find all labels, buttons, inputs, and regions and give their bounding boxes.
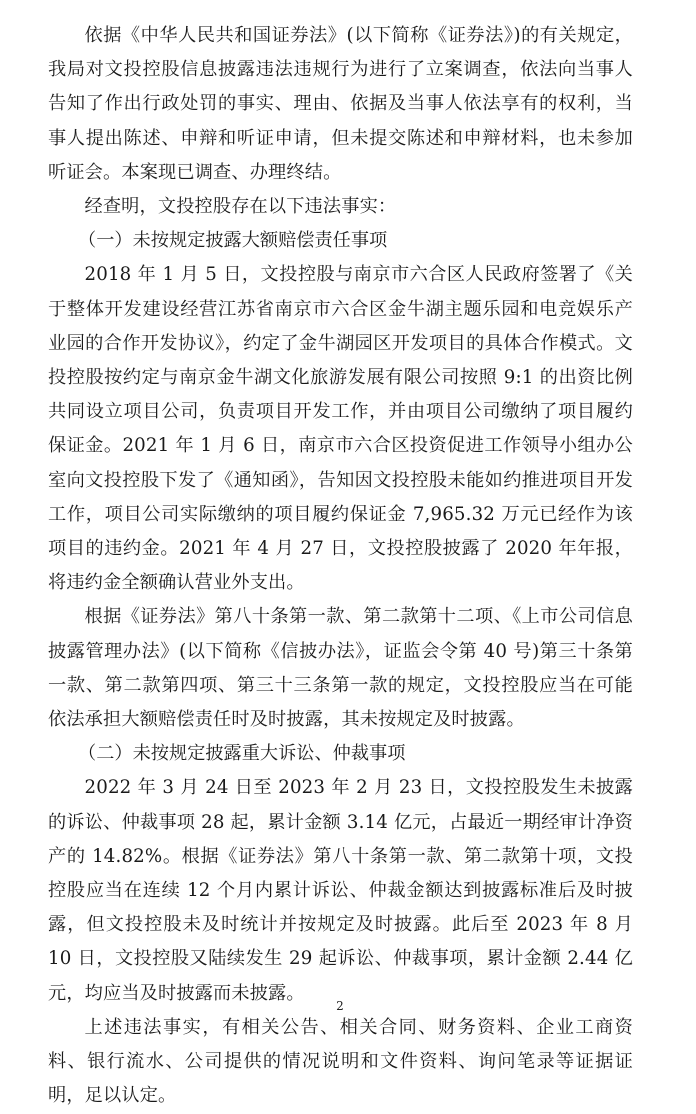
page-number: 2 (336, 999, 344, 1013)
paragraph-case-intro: 依据《中华人民共和国证券法》(以下简称《证券法》)的有关规定，我局对文投控股信息披露违法违规行为进行了立案调查，依法向当事人告知了作出行政处罚的事实、理由、依据及当事人依法享有的权利，当事人提出陈述、申辩和听证申请，但未提交陈述和申辩材料，也未参加听证会。本案现已调查、办理终结。 (48, 25, 633, 183)
section-heading-1: （一）未按规定披露大额赔偿责任事项 (78, 230, 388, 252)
paragraph-compensation-facts: 2018 年 1 月 5 日，文投控股与南京市六合区人民政府签署了《关于整体开发建设经营江苏省南京市六合区金牛湖主题乐园和电竞娱乐产业园的合作开发协议》，约定了金牛湖园区开发项目的具体合作模式。文投控股按约定与南京金牛湖文化旅游发展有限公司按照 9:1 的出资比例共同设立项目公司，负责项目开发工作，并由项目公司缴纳了项目履约保证金。2021 年 1 月 6 日，南京市六合区投资促进工作领导小组办公室向文投控股下发了《通知函》，告知因文投控股未能如约推进项目开发工作，项目公司实际缴纳的项目履约保证金 7,965.32 万元已经作为该项目的违约金。2021 年 4 月 27 日，文投控股披露了 2020 年年报，将违约金全额确认营业外支出。 (48, 264, 633, 594)
document-page (48, 19, 633, 1114)
paragraph-litigation-facts: 2022 年 3 月 24 日至 2023 年 2 月 23 日，文投控股发生未披露的诉讼、仲裁事项 28 起，累计金额 3.14 亿元，占最近一期经审计净资产的 14.82%。根据《证券法》第八十条第一款、第二款第十项，文投控股应当在连续 12 个月内累计诉讼、仲裁金额达到披露标准后及时披露，但文投控股未及时统计并按规定及时披露。此后至 2023 年 8 月 10 日，文投控股又陆续发生 29 起诉讼、仲裁事项，累计金额 2.44 亿元，均应当及时披露而未披露。 (48, 777, 633, 1004)
paragraph-findings-intro: 经查明，文投控股存在以下违法事实： (84, 196, 397, 218)
paragraph-compensation-legal-basis: 根据《证券法》第八十条第一款、第二款第十二项、《上市公司信息披露管理办法》(以下简称《信披办法》，证监会令第 40 号)第三十条第一款、第二款第四项、第三十三条第一款的规定，文投控股应当在可能依法承担大额赔偿责任时及时披露，其未按规定及时披露。 (48, 606, 633, 731)
section-heading-2: （二）未按规定披露重大诉讼、仲裁事项 (78, 743, 406, 765)
paragraph-evidence: 上述违法事实，有相关公告、相关合同、财务资料、企业工商资料、银行流水、公司提供的情况说明和文件资料、询问笔录等证据证明，足以认定。 (48, 1016, 633, 1107)
